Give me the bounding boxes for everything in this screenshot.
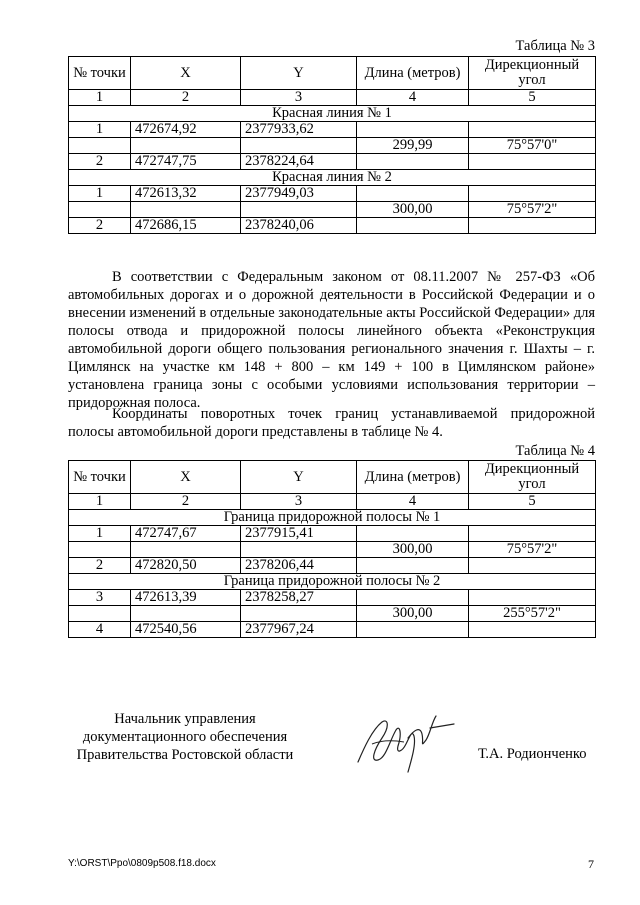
y-coordinate: 2377933,62 bbox=[241, 122, 357, 138]
table-row bbox=[69, 622, 596, 638]
table-row bbox=[69, 542, 596, 558]
col-number: 2 bbox=[131, 90, 241, 106]
point-number bbox=[69, 202, 131, 218]
header-y: Y bbox=[241, 461, 357, 494]
x-coordinate bbox=[131, 138, 241, 154]
section-title-row bbox=[69, 106, 596, 122]
y-coordinate: 2377915,41 bbox=[241, 526, 357, 542]
section-title-row bbox=[69, 510, 596, 526]
bearing-cell: 75°57'2" bbox=[469, 202, 596, 218]
section-title: Красная линия № 2 bbox=[69, 170, 596, 186]
x-coordinate: 472747,75 bbox=[131, 154, 241, 170]
y-coordinate: 2378258,27 bbox=[241, 590, 357, 606]
point-number bbox=[69, 606, 131, 622]
point-number bbox=[69, 138, 131, 154]
bearing-cell: 255°57'2" bbox=[469, 606, 596, 622]
body-paragraph: В соответствии с Федеральным законом от 08.11.2007 № 257-ФЗ «Об автомобильных дорогах и о дорожной деятельности в Российской Федерации и о внесении изменений в отдельные законодательные акты Российской Федерации» для полосы отвода и придорожной полосы линейного объекта «Реконструкция автомобильной дороги общего пользования регионального значения г. Шахты – г. Цимлянск на участке км 148 + 800 – км 149 + 100 в Цимлянском районе» установлена граница зоны с особыми условиями использования территории – придорожная полоса. bbox=[68, 269, 595, 411]
header-x: X bbox=[131, 461, 241, 494]
y-coordinate: 2377967,24 bbox=[241, 622, 357, 638]
bearing-cell bbox=[469, 622, 596, 638]
y-coordinate: 2377949,03 bbox=[241, 186, 357, 202]
table-header-row bbox=[69, 57, 596, 90]
y-coordinate: 2378224,64 bbox=[241, 154, 357, 170]
bearing-cell bbox=[469, 590, 596, 606]
section-title: Граница придорожной полосы № 2 bbox=[69, 574, 596, 590]
handwritten-signature bbox=[352, 700, 457, 780]
col-number: 3 bbox=[241, 90, 357, 106]
position-line: документационного обеспечения bbox=[82, 729, 288, 745]
point-number: 4 bbox=[69, 622, 131, 638]
bearing-cell bbox=[469, 154, 596, 170]
table-row bbox=[69, 186, 596, 202]
length-cell bbox=[357, 218, 469, 234]
header-bearing: Дирекционный угол bbox=[469, 461, 596, 494]
length-cell: 299,99 bbox=[357, 138, 469, 154]
table-4-caption: Таблица № 4 bbox=[515, 443, 595, 459]
column-number-row bbox=[69, 90, 596, 106]
table-row bbox=[69, 526, 596, 542]
length-cell: 300,00 bbox=[357, 606, 469, 622]
point-number: 2 bbox=[69, 154, 131, 170]
length-cell: 300,00 bbox=[357, 542, 469, 558]
x-coordinate: 472613,32 bbox=[131, 186, 241, 202]
header-length: Длина (метров) bbox=[357, 461, 469, 494]
y-coordinate bbox=[241, 202, 357, 218]
bearing-cell bbox=[469, 186, 596, 202]
length-cell bbox=[357, 590, 469, 606]
col-number: 4 bbox=[357, 494, 469, 510]
x-coordinate: 472686,15 bbox=[131, 218, 241, 234]
length-cell bbox=[357, 122, 469, 138]
table-3-caption: Таблица № 3 bbox=[515, 38, 595, 54]
body-paragraph: Координаты поворотных точек границ устанавливаемой придорожной полосы автомобильной дороги представлены в таблице № 4. bbox=[68, 406, 595, 440]
table-header-row bbox=[69, 461, 596, 494]
point-number: 1 bbox=[69, 186, 131, 202]
header-point-number: № точки bbox=[69, 461, 131, 494]
table-row bbox=[69, 606, 596, 622]
col-number: 2 bbox=[131, 494, 241, 510]
bearing-cell bbox=[469, 526, 596, 542]
length-cell: 300,00 bbox=[357, 202, 469, 218]
y-coordinate: 2378240,06 bbox=[241, 218, 357, 234]
x-coordinate bbox=[131, 202, 241, 218]
table-row bbox=[69, 122, 596, 138]
table-row bbox=[69, 138, 596, 154]
point-number bbox=[69, 542, 131, 558]
column-number-row bbox=[69, 494, 596, 510]
page-number: 7 bbox=[588, 857, 594, 871]
x-coordinate: 472747,67 bbox=[131, 526, 241, 542]
header-point-number: № точки bbox=[69, 57, 131, 90]
table-4 bbox=[68, 460, 596, 638]
point-number: 1 bbox=[69, 122, 131, 138]
header-bearing: Дирекционный угол bbox=[469, 57, 596, 90]
table-row bbox=[69, 218, 596, 234]
x-coordinate bbox=[131, 606, 241, 622]
bearing-cell: 75°57'2" bbox=[469, 542, 596, 558]
length-cell bbox=[357, 154, 469, 170]
y-coordinate: 2378206,44 bbox=[241, 558, 357, 574]
header-length: Длина (метров) bbox=[357, 57, 469, 90]
y-coordinate bbox=[241, 542, 357, 558]
col-number: 5 bbox=[469, 494, 596, 510]
point-number: 2 bbox=[69, 218, 131, 234]
section-title: Граница придорожной полосы № 1 bbox=[69, 510, 596, 526]
length-cell bbox=[357, 622, 469, 638]
header-y: Y bbox=[241, 57, 357, 90]
table-3 bbox=[68, 56, 596, 234]
bearing-cell bbox=[469, 218, 596, 234]
x-coordinate: 472540,56 bbox=[131, 622, 241, 638]
section-title-row bbox=[69, 170, 596, 186]
length-cell bbox=[357, 186, 469, 202]
position-line: Правительства Ростовской области bbox=[76, 747, 294, 763]
table-row bbox=[69, 154, 596, 170]
col-number: 4 bbox=[357, 90, 469, 106]
table-row bbox=[69, 558, 596, 574]
col-number: 5 bbox=[469, 90, 596, 106]
position-line: Начальник управления bbox=[114, 711, 256, 727]
x-coordinate bbox=[131, 542, 241, 558]
col-number: 1 bbox=[69, 90, 131, 106]
section-title-row bbox=[69, 574, 596, 590]
y-coordinate bbox=[241, 606, 357, 622]
col-number: 3 bbox=[241, 494, 357, 510]
length-cell bbox=[357, 558, 469, 574]
point-number: 3 bbox=[69, 590, 131, 606]
y-coordinate bbox=[241, 138, 357, 154]
length-cell bbox=[357, 526, 469, 542]
bearing-cell bbox=[469, 122, 596, 138]
bearing-cell: 75°57'0" bbox=[469, 138, 596, 154]
point-number: 1 bbox=[69, 526, 131, 542]
header-x: X bbox=[131, 57, 241, 90]
table-row bbox=[69, 590, 596, 606]
point-number: 2 bbox=[69, 558, 131, 574]
section-title: Красная линия № 1 bbox=[69, 106, 596, 122]
footer-file-path: Y:\ORST\Ppo\0809p508.f18.docx bbox=[68, 858, 216, 869]
signatory-name: Т.А. Родионченко bbox=[478, 746, 587, 762]
bearing-cell bbox=[469, 558, 596, 574]
table-row bbox=[69, 202, 596, 218]
signatory-position bbox=[70, 710, 300, 764]
x-coordinate: 472613,39 bbox=[131, 590, 241, 606]
x-coordinate: 472674,92 bbox=[131, 122, 241, 138]
x-coordinate: 472820,50 bbox=[131, 558, 241, 574]
col-number: 1 bbox=[69, 494, 131, 510]
